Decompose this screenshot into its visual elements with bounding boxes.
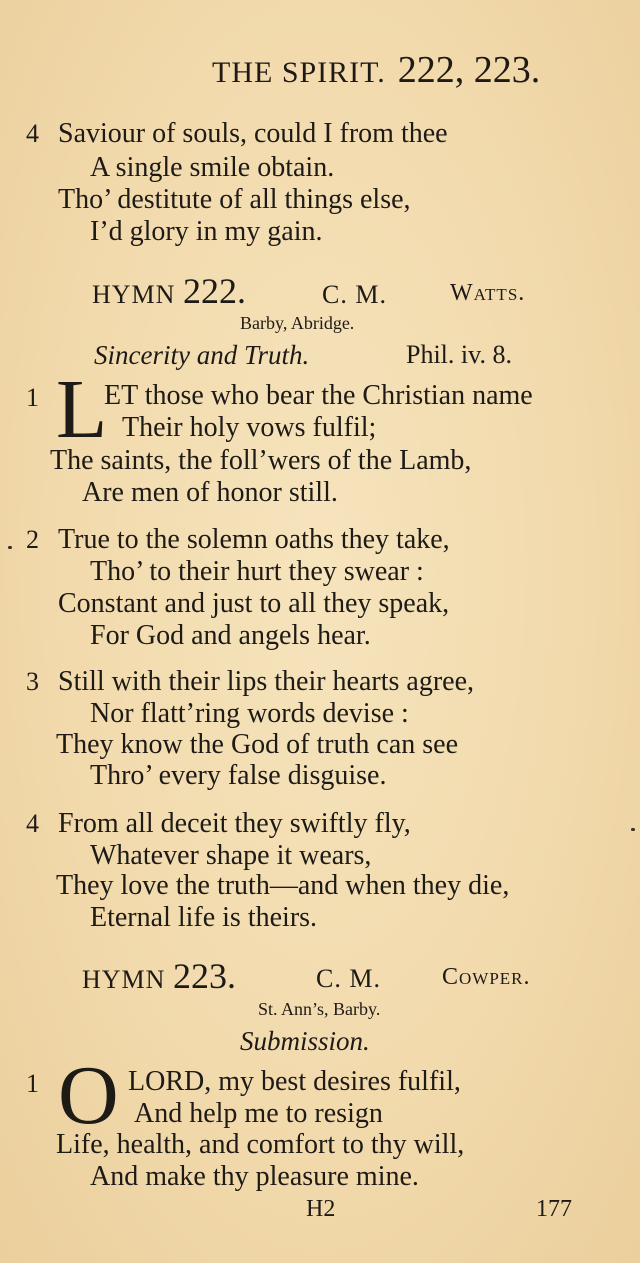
verse-line: Tho’ to their hurt they swear : (90, 556, 424, 587)
hymn-heading (82, 955, 236, 997)
drop-cap: O (58, 1049, 119, 1142)
verse-line: Their holy vows fulfil; (122, 412, 377, 443)
verse-line: LORD, my best desires fulfil, (128, 1066, 461, 1097)
verse-line: From all deceit they swiftly fly, (58, 808, 411, 839)
page-number: 177 (536, 1196, 572, 1222)
verse-line: Whatever shape it wears, (90, 840, 372, 871)
verse-line: ET those who bear the Christian name (104, 380, 533, 411)
hymn-tunes: Barby, Abridge. (240, 313, 355, 333)
verse-line: Constant and just to all they speak, (58, 588, 450, 619)
verse-line: Saviour of souls, could I from thee (58, 118, 448, 149)
stanza-number: 2 (26, 525, 39, 554)
verse-line: A single smile obtain. (90, 152, 335, 183)
running-header (212, 48, 540, 92)
verse-line: True to the solemn oaths they take, (58, 524, 450, 555)
hymn-label: HYMN (82, 965, 166, 994)
header-hymn-numbers: 222, 223. (397, 49, 541, 91)
stanza-number: 4 (26, 809, 39, 838)
stanza-number: 3 (26, 667, 39, 696)
verse-line: And help me to resign (134, 1098, 383, 1129)
ink-speck (631, 828, 635, 831)
header-title: THE SPIRIT. (212, 56, 386, 89)
hymn-heading (92, 270, 246, 312)
hymn-subject: Submission. (240, 1026, 370, 1056)
signature-mark: H2 (306, 1196, 336, 1222)
drop-cap: L (56, 363, 108, 456)
hymn-tunes: St. Ann’s, Barby. (258, 999, 381, 1019)
verse-line: They know the God of truth can see (56, 729, 458, 760)
stanza-number: 1 (26, 383, 39, 412)
verse-line: They love the truth—and when they die, (56, 870, 510, 901)
hymn-meter: C. M. (322, 280, 387, 309)
hymn-subject: Sincerity and Truth. (94, 340, 310, 370)
verse-line: Are men of honor still. (82, 477, 338, 508)
verse-line: For God and angels hear. (90, 620, 371, 651)
hymn-label: HYMN (92, 280, 176, 309)
verse-line: I’d glory in my gain. (90, 216, 323, 247)
verse-line: Still with their lips their hearts agree, (58, 666, 475, 697)
hymn-number: 222. (182, 271, 246, 311)
scripture-reference: Phil. iv. 8. (406, 340, 512, 369)
hymn-author: Watts. (450, 280, 526, 306)
verse-line: Thro’ every false disguise. (90, 760, 387, 791)
verse-line: Nor flatt’ring words devise : (90, 698, 409, 729)
verse-line: And make thy pleasure mine. (90, 1161, 419, 1192)
verse-line: Eternal life is theirs. (90, 902, 318, 933)
verse-line: Tho’ destitute of all things else, (58, 184, 411, 215)
verse-line: Life, health, and comfort to thy will, (56, 1129, 465, 1160)
ink-speck (8, 546, 12, 549)
hymn-meter: C. M. (316, 964, 381, 993)
hymn-number: 223. (172, 956, 236, 996)
stanza-number: 1 (26, 1069, 39, 1098)
verse-line: The saints, the foll’wers of the Lamb, (50, 445, 472, 476)
stanza-number: 4 (26, 119, 39, 148)
hymn-author: Cowper. (442, 964, 531, 990)
